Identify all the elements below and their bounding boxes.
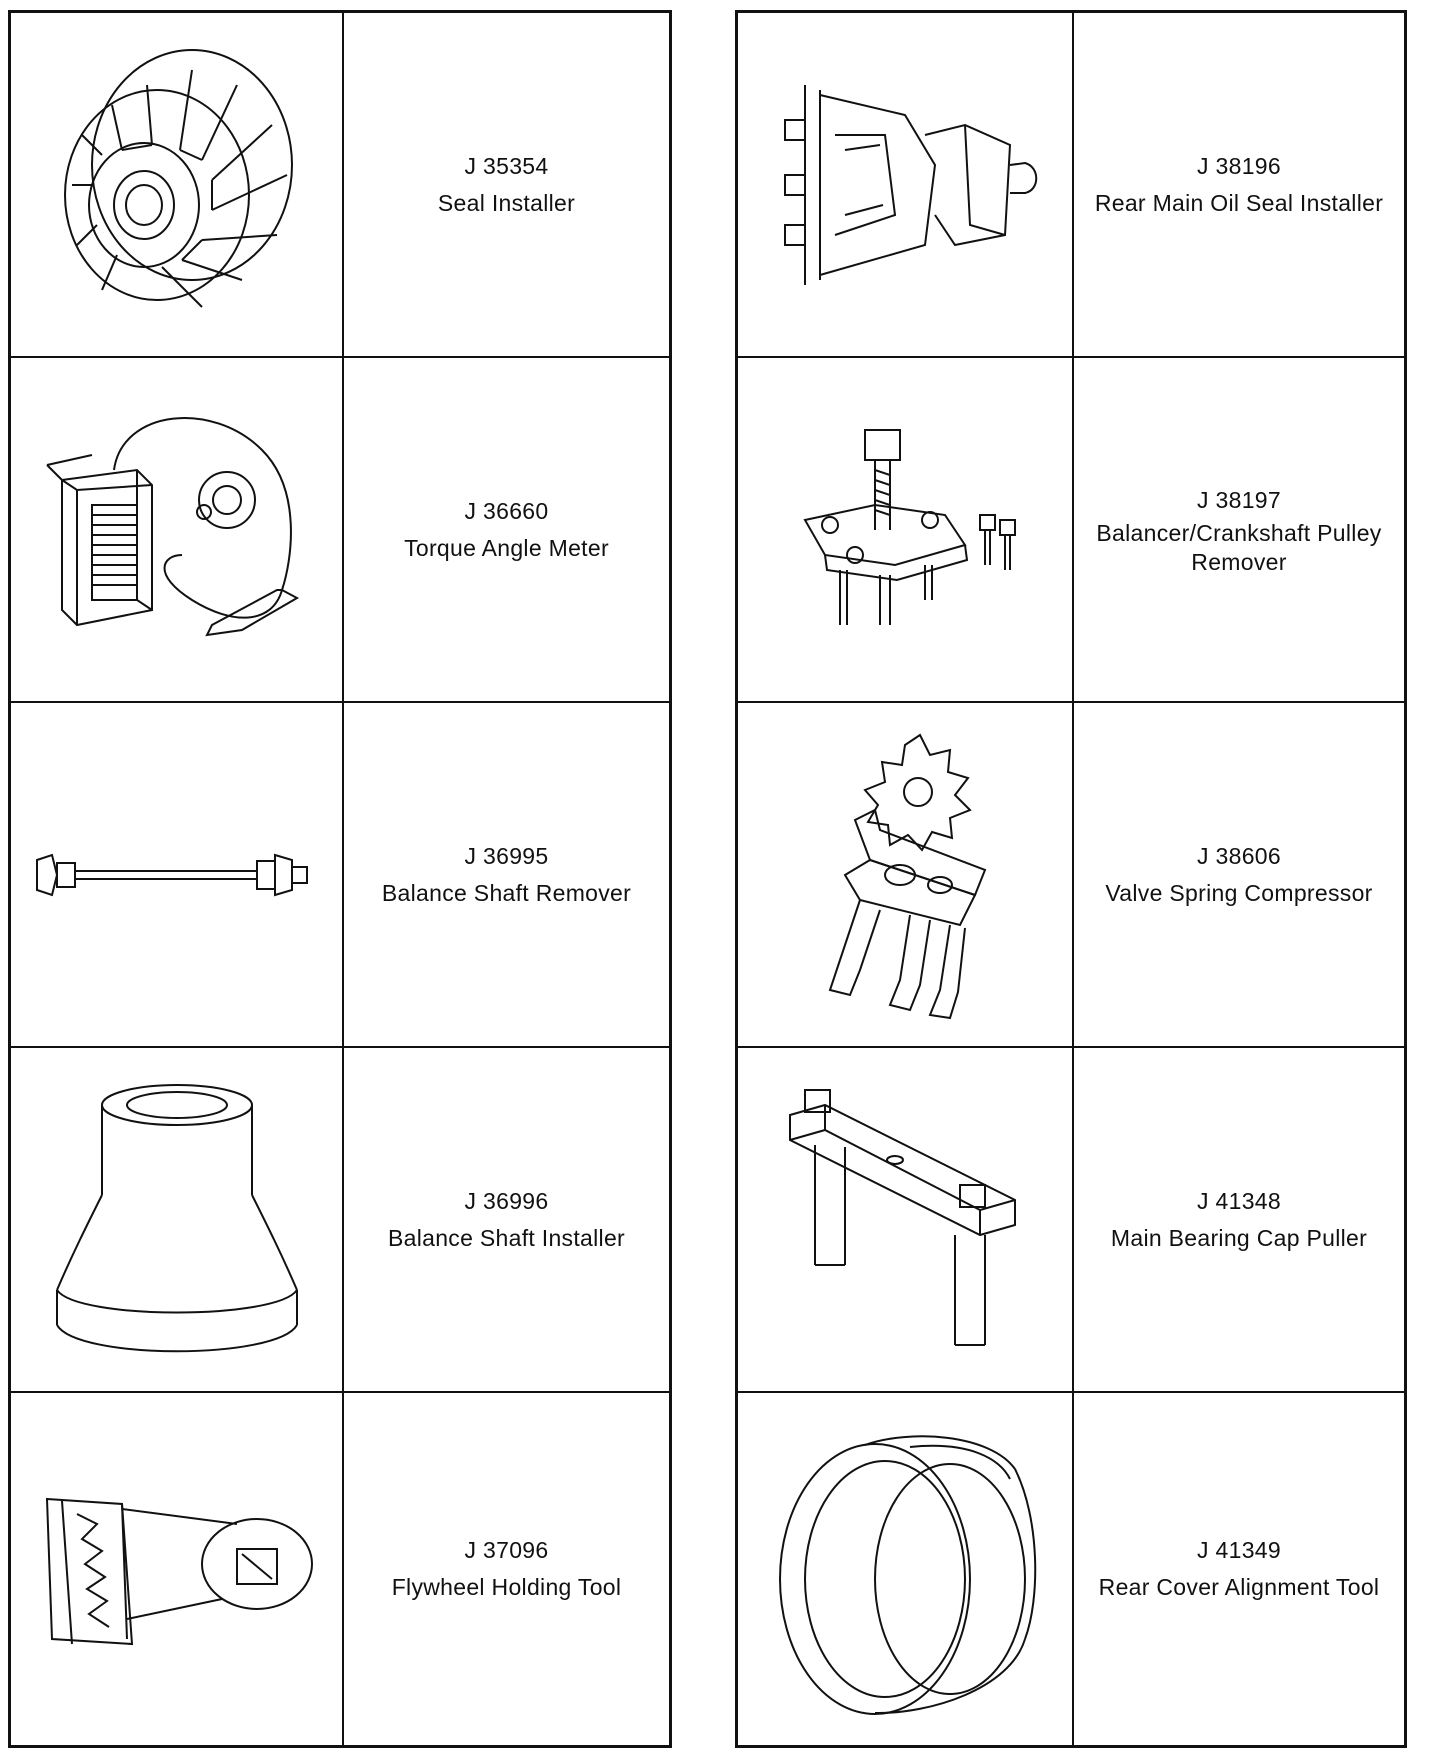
tool-label-cell	[344, 358, 669, 701]
tool-label-cell	[1074, 1048, 1404, 1391]
valve-spring-compressor-icon	[790, 730, 1020, 1020]
tool-label-cell	[1074, 1393, 1404, 1745]
seal-installer-icon	[52, 45, 302, 325]
table-row	[738, 1048, 1404, 1393]
tool-name: Rear Main Oil Seal Installer	[1094, 189, 1384, 216]
table-row	[738, 13, 1404, 358]
table-row	[738, 1393, 1404, 1745]
tool-image-cell	[11, 358, 344, 701]
tool-image-cell	[11, 13, 344, 356]
balance-shaft-remover-icon	[27, 835, 327, 915]
table-row	[738, 358, 1404, 703]
part-number: J 41349	[1197, 1537, 1281, 1563]
table-row	[11, 1393, 669, 1745]
tool-label-cell	[344, 703, 669, 1046]
part-number: J 38196	[1197, 152, 1281, 179]
tool-image-cell	[11, 1048, 344, 1391]
tool-name: Valve Spring Compressor	[1105, 879, 1373, 906]
tool-name: Main Bearing Cap Puller	[1110, 1224, 1368, 1251]
tool-name: Flywheel Holding Tool	[391, 1574, 622, 1600]
tool-label-cell	[344, 1393, 669, 1745]
part-number: J 37096	[464, 1537, 549, 1563]
part-number: J 38606	[1197, 842, 1281, 869]
rear-main-oil-seal-installer-icon	[765, 75, 1045, 295]
tool-name: Balance Shaft Remover	[381, 879, 632, 906]
tool-name-line2: Remover	[1191, 549, 1287, 575]
main-bearing-cap-puller-icon	[780, 1085, 1030, 1355]
tool-name: Seal Installer	[437, 189, 576, 216]
tool-label-cell	[1074, 703, 1404, 1046]
tool-name: Torque Angle Meter	[404, 534, 609, 561]
tool-label-cell	[1074, 358, 1404, 701]
part-number: J 36995	[464, 842, 549, 869]
torque-angle-meter-icon	[32, 390, 322, 670]
left-tool-table	[8, 10, 672, 1748]
tool-label-cell	[344, 13, 669, 356]
tool-image-cell	[738, 13, 1074, 356]
tool-image-cell	[738, 358, 1074, 701]
tool-label-cell	[344, 1048, 669, 1391]
table-row	[11, 358, 669, 703]
tool-image-cell	[11, 703, 344, 1046]
part-number: J 36660	[464, 497, 549, 524]
tool-name-line1: Balancer/Crankshaft Pulley	[1096, 520, 1382, 546]
tool-image-cell	[738, 703, 1074, 1046]
table-row	[738, 703, 1404, 1048]
table-row	[11, 1048, 669, 1393]
balance-shaft-installer-icon	[47, 1075, 307, 1365]
tool-label-cell	[1074, 13, 1404, 356]
table-row	[11, 703, 669, 1048]
table-row	[11, 13, 669, 358]
rear-cover-alignment-tool-icon	[770, 1419, 1040, 1719]
tool-image-cell	[738, 1393, 1074, 1745]
tool-name: Balance Shaft Installer	[387, 1224, 626, 1251]
flywheel-holding-tool-icon	[37, 1479, 317, 1659]
part-number: J 41348	[1197, 1187, 1281, 1214]
tool-image-cell	[738, 1048, 1074, 1391]
part-number: J 35354	[464, 152, 549, 179]
right-tool-table	[735, 10, 1407, 1748]
part-number: J 38197	[1197, 487, 1281, 513]
tool-name: Rear Cover Alignment Tool	[1098, 1574, 1380, 1600]
tool-image-cell	[11, 1393, 344, 1745]
part-number: J 36996	[464, 1187, 549, 1214]
balancer-pulley-remover-icon	[785, 420, 1025, 640]
